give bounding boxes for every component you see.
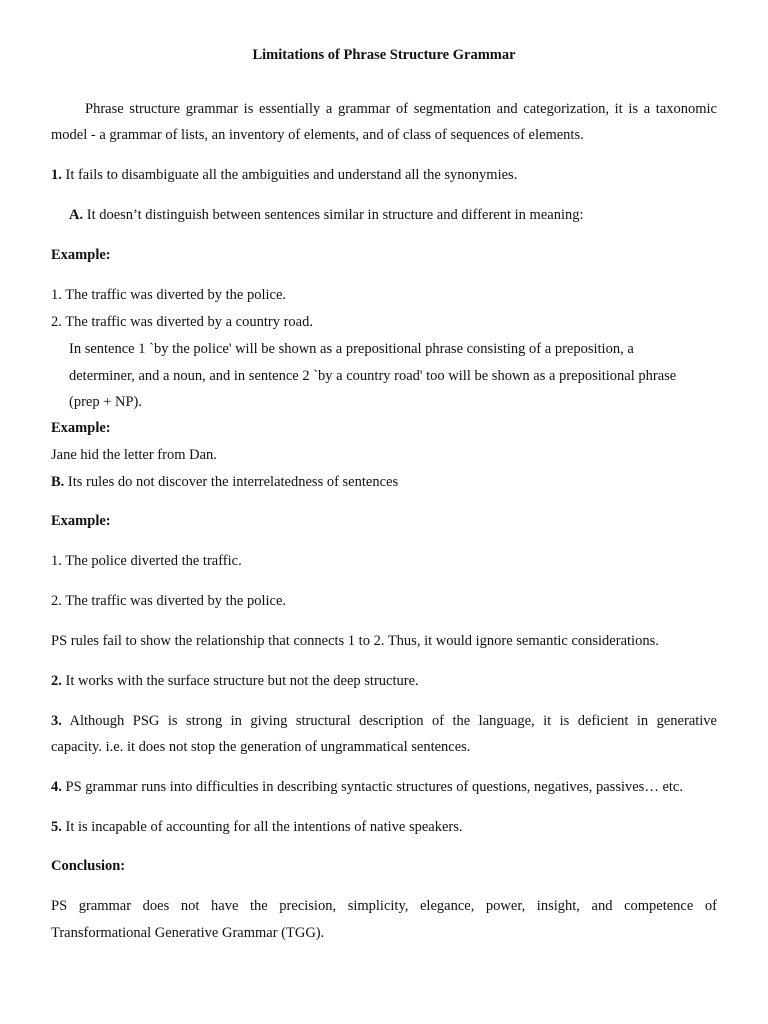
point-1-number: 1. <box>51 167 62 183</box>
example-1-explanation-line-3: (prep + NP). <box>69 394 143 410</box>
example-3-item-1: 1. The police diverted the traffic. <box>51 553 242 569</box>
example-3-item-2: 2. The traffic was diverted by the police. <box>51 593 287 609</box>
point-a <box>69 206 584 224</box>
point-5-number: 5. <box>51 819 62 835</box>
example-2-sentence: Jane hid the letter from Dan. <box>51 447 217 463</box>
point-2-number: 2. <box>51 673 62 689</box>
point-1 <box>51 166 517 184</box>
point-4 <box>51 778 683 796</box>
example-1-item-2: 2. The traffic was diverted by a country road. <box>51 314 313 330</box>
point-a-text: It doesn’t distinguish between sentences similar in structure and different in meaning: <box>86 207 584 223</box>
example-1-item-1: 1. The traffic was diverted by the police. <box>51 287 287 303</box>
point-3-line-1 <box>51 712 717 730</box>
point-b-label: B. <box>51 474 65 490</box>
conclusion-line-1: PS grammar does not have the precision, simplicity, elegance, power, insight, and competence of <box>51 898 717 914</box>
point-b <box>51 473 398 491</box>
conclusion-label: Conclusion: <box>51 858 126 874</box>
example-label-3: Example: <box>51 513 111 529</box>
point-b-text: Its rules do not discover the interrelatedness of sentences <box>67 474 399 490</box>
example-label-2: Example: <box>51 420 111 436</box>
ps-rules-statement: PS rules fail to show the relationship that connects 1 to 2. Thus, it would ignore semantic considerations. <box>51 633 659 649</box>
point-2 <box>51 672 419 690</box>
point-4-number: 4. <box>51 779 62 795</box>
example-1-explanation-line-2: determiner, and a noun, and in sentence 2 `by a country road' too will be shown as a prepositional phrase <box>69 368 677 384</box>
point-1-text: It fails to disambiguate all the ambiguities and understand all the synonymies. <box>65 167 518 183</box>
point-5-text: It is incapable of accounting for all the intentions of native speakers. <box>65 819 463 835</box>
intro-line-2: model - a grammar of lists, an inventory of elements, and of class of sequences of elements. <box>51 127 584 143</box>
intro-line-1: Phrase structure grammar is essentially a grammar of segmentation and categorization, it is a taxonomic <box>85 101 717 117</box>
point-a-label: A. <box>69 207 84 223</box>
point-3-line-2: capacity. i.e. it does not stop the generation of ungrammatical sentences. <box>51 739 471 755</box>
example-1-explanation-line-1: In sentence 1 `by the police' will be shown as a prepositional phrase consisting of a preposition, a <box>69 341 634 357</box>
point-2-text: It works with the surface structure but not the deep structure. <box>65 673 419 689</box>
conclusion-line-2: Transformational Generative Grammar (TGG). <box>51 925 325 941</box>
page-title: Limitations of Phrase Structure Grammar <box>252 47 516 63</box>
point-5 <box>51 818 463 836</box>
point-4-text: PS grammar runs into difficulties in describing syntactic structures of questions, negatives, passives… etc. <box>65 779 683 795</box>
point-3-number: 3. <box>51 713 62 729</box>
example-label-1: Example: <box>51 247 111 263</box>
point-3-text-line-1: Although PSG is strong in giving structural description of the language, it is deficient in generative <box>69 713 717 729</box>
